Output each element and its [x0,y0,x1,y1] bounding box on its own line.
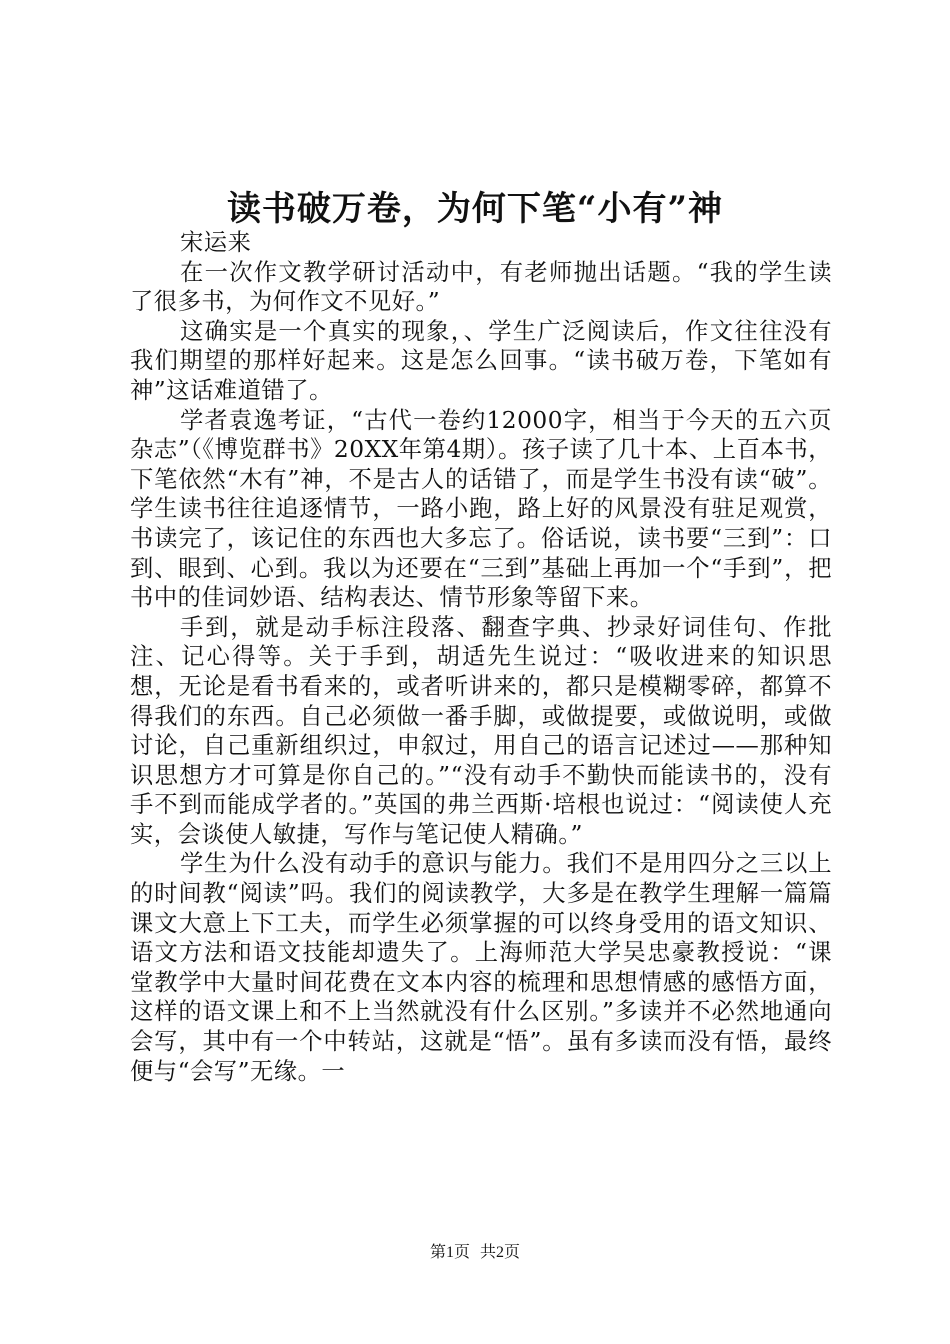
paragraph: 这确实是一个真实的现象，、学生广泛阅读后，作文往往没有我们期望的那样好起来。这是怎么回事。“读书破万卷，下笔如有神”这话难道错了。 [130,317,832,404]
page-footer [0,1242,950,1264]
author-line: 宋运来 [180,229,252,256]
page-number-current: 第1页 [429,1244,470,1261]
document-title: 读书破万卷，为何下笔“小有”神 [226,189,724,229]
page-number-total: 共2页 [480,1244,521,1261]
paragraph: 学生为什么没有动手的意识与能力。我们不是用四分之三以上的时间教“阅读”吗。我们的阅读教学，大多是在教学生理解一篇篇课文大意上下工夫，而学生必须掌握的可以终身受用的语文知识、语文方法和语文技能却遗失了。上海师范大学吴忠豪教授说：“课堂教学中大量时间花费在文本内容的梳理和思想情感的感悟方面，这样的语文课上和不上当然就没有什么区别。”多读并不必然地通向会写，其中有一个中转站，这就是“悟”。虽有多读而没有悟，最终便与“会写”无缘。一 [130,850,832,1085]
paragraph: 在一次作文教学研讨活动中，有老师抛出话题。“我的学生读了很多书，为何作文不见好。” [130,258,832,316]
paragraph: 手到，就是动手标注段落、翻查字典、抄录好词佳句、作批注、记心得等。关于手到，胡适先生说过：“吸收进来的知识思想，无论是看书看来的，或者听讲来的，都只是模糊零碎，都算不得我们的东西。自己必须做一番手脚，或做提要，或做说明，或做讨论，自己重新组织过，申叙过，用自己的语言记述过——那种知识思想方才可算是你自己的。”“没有动手不勤快而能读书的，没有手不到而能成学者的。”英国的弗兰西斯·培根也说过：“阅读使人充实，会谈使人敏捷，写作与笔记使人精确。” [130,613,832,848]
paragraph: 学者袁逸考证，“古代一卷约12000字，相当于今天的五六页杂志”（《博览群书》20XX年第4期）。孩子读了几十本、上百本书，下笔依然“木有”神，不是古人的话错了，而是学生书没有读“破”。学生读书往往追逐情节，一路小跑，路上好的风景没有驻足观赏，书读完了，该记住的东西也大多忘了。俗话说，读书要“三到”：口到、眼到、心到。我以为还要在“三到”基础上再加一个“手到”，把书中的佳词妙语、结构表达、情节形象等留下来。 [130,406,832,612]
document-body [130,228,832,1086]
